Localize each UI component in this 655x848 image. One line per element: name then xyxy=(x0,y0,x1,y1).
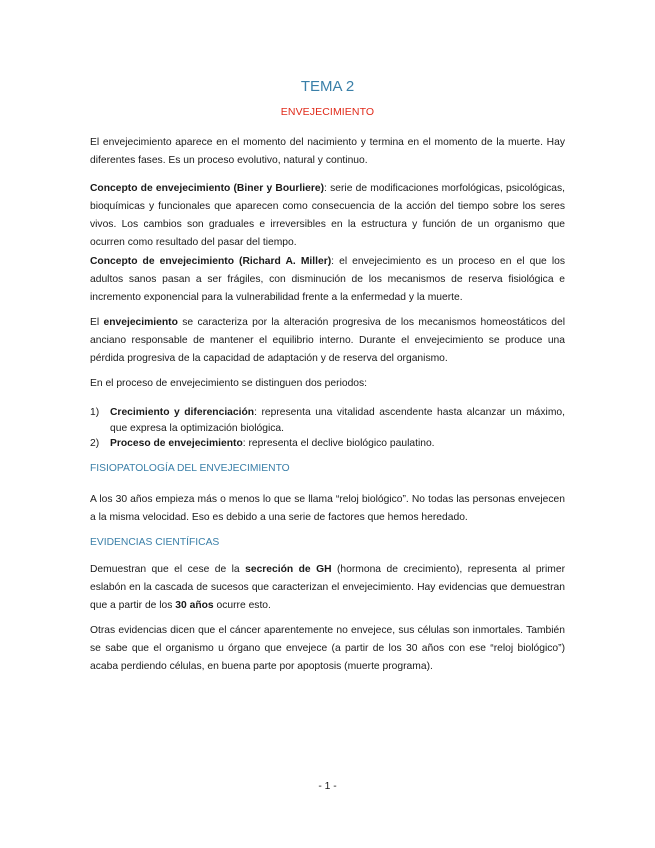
document-subtitle: ENVEJECIMIENTO xyxy=(280,106,375,118)
list-term: Crecimiento y diferenciación xyxy=(110,407,255,418)
evidencias-text-a: Demuestran que el cese de la xyxy=(90,564,246,575)
fisiopatologia-paragraph: A los 30 años empieza más o menos lo que se llama “reloj biológico”. No todas las personas envejecen a la misma velocidad. Eso es debido a una serie de factores que hemos heredado. xyxy=(90,494,565,523)
evidencias-paragraph-2: Otras evidencias dicen que el cáncer aparentemente no envejece, sus células son inmortales. También se sabe que el organismo u órgano que envejece (a partir de los 30 años con ese “reloj biológico”) acaba perdiendo células, en buena parte por apoptosis (muerte programa). xyxy=(90,625,565,672)
page-number: - 1 - xyxy=(318,781,337,792)
characterization-prefix: El xyxy=(90,317,104,328)
section-heading-fisiopatologia: FISIOPATOLOGÍA DEL ENVEJECIMIENTO xyxy=(90,463,290,474)
evidencias-paragraph-1 xyxy=(90,561,565,615)
characterization-term: envejecimiento xyxy=(103,317,178,328)
list-text: : representa una vitalidad ascendente hasta alcanzar un máximo, que expresa la optimización biológica. xyxy=(110,407,565,434)
evidencias-text-c: ocurre esto. xyxy=(213,600,271,611)
concept1-text: : serie de modificaciones morfológicas, psicológicas, bioquímicas y funcionales que aparecen como consecuencia de la acción del tiempo sobre los seres vivos. Los cambios son graduales e irreversibles en la estructura y función de un organismo que ocurren como resultado del pasar del tiempo. xyxy=(90,183,565,248)
concept2-term: Concepto de envejecimiento (Richard A. Miller) xyxy=(90,256,332,267)
document-title: TEMA 2 xyxy=(300,78,355,95)
list-body xyxy=(110,405,565,437)
section-heading-evidencias: EVIDENCIAS CIENTÍFICAS xyxy=(90,537,220,548)
concept2-text: : el envejecimiento es un proceso en el que los adultos sanos pasan a ser frágiles, con disminución de los mecanismos de reserva fisiológica e incremento exponencial para la vulnerabilidad frente a la enfermedad y la muerte. xyxy=(90,256,565,303)
periods-intro: En el proceso de envejecimiento se distinguen dos periodos: xyxy=(90,378,368,389)
list-number: 2) xyxy=(90,438,100,449)
evidencias-term-30: 30 años xyxy=(175,600,214,611)
concept1-paragraph xyxy=(90,180,565,252)
characterization-text: se caracteriza por la alteración progresiva de los mecanismos homeostáticos del anciano responsable de mantener el equilibrio interno. Durante el envejecimiento se produce una pérdida progresiva de la capacidad de adaptación y de reserva del organismo. xyxy=(90,317,565,364)
evidencias-text-b: (hormona de crecimiento), representa al primer eslabón en la cascada de sucesos que caracterizan el envejecimiento. Hay evidencias que demuestran que a partir de los xyxy=(90,564,566,611)
evidencias-term-gh: secreción de GH xyxy=(245,564,332,575)
concept2-paragraph xyxy=(90,253,565,307)
list-body xyxy=(110,436,565,452)
list-term: Proceso de envejecimiento xyxy=(110,438,243,449)
characterization-paragraph xyxy=(90,314,565,368)
concept1-term: Concepto de envejecimiento (Biner y Bourliere) xyxy=(90,183,325,194)
intro-paragraph: El envejecimiento aparece en el momento del nacimiento y termina en el momento de la muerte. Hay diferentes fases. Es un proceso evolutivo, natural y continuo. xyxy=(90,137,565,166)
list-text: : representa el declive biológico paulatino. xyxy=(242,438,435,449)
list-number: 1) xyxy=(90,407,100,418)
